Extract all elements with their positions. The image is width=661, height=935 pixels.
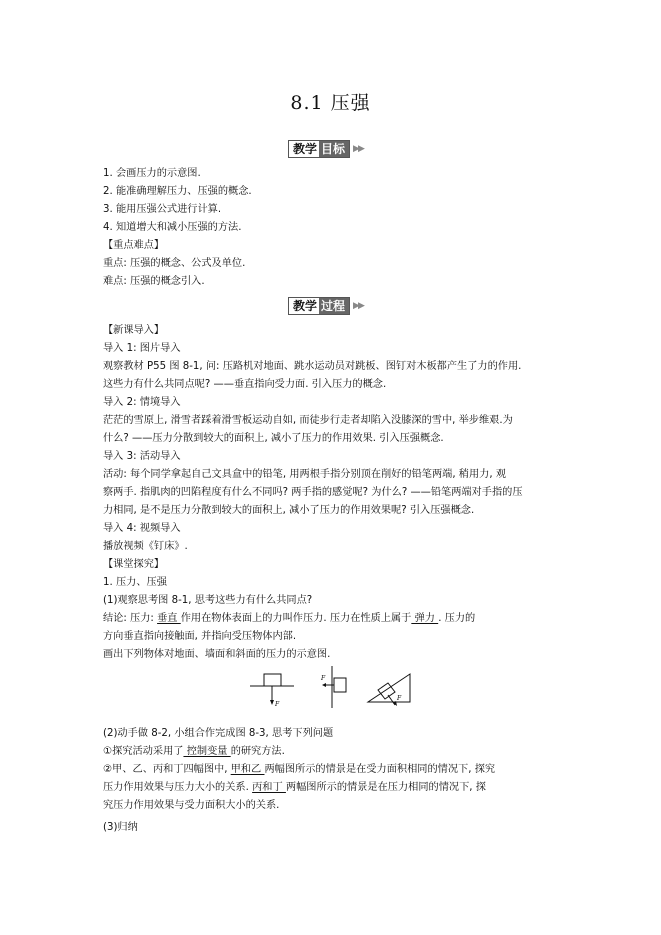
answer-blank-bing-ding: 丙和丁 xyxy=(252,782,286,793)
intro-3-line-1: 活动: 每个同学拿起自己文具盒中的铅笔, 用两根手指分别顶在削好的铅笔两端, 稍用力, 观 xyxy=(103,469,507,480)
answer-blank-elastic-force: 弹力 xyxy=(411,613,439,624)
answer-blank-control-variable: 控制变量 xyxy=(183,746,231,757)
banner-word-jiaoxue-2: 教学 xyxy=(289,298,319,314)
intro-4-title: 导入 4: 视频导入 xyxy=(103,523,181,534)
section-banner-teaching-goals xyxy=(288,140,363,158)
banner-word-mubiao: 目标 xyxy=(319,141,349,157)
intro-4-line-1: 播放视频《钉床》. xyxy=(103,541,188,552)
banner-word-jiaoxue: 教学 xyxy=(289,141,319,157)
goal-3: 3. 能用压强公式进行计算. xyxy=(103,204,222,215)
question-2-2-line-1 xyxy=(103,763,495,776)
question-2-1 xyxy=(103,745,285,758)
page-title: 8.1 压强 xyxy=(290,92,371,114)
draw-instruction: 画出下列物体对地面、墙面和斜面的压力的示意图. xyxy=(103,649,331,660)
intro-3-line-3: 力相同, 是不是压力分散到较大的面积上, 减小了压力的作用效果呢? 引入压强概念. xyxy=(103,505,475,516)
q2-2-text-b: 两幅图所示的情景是在受力面积相同的情况下, 探究 xyxy=(264,764,496,775)
force-diagrams-figure xyxy=(250,664,420,710)
banner-word-guocheng: 过程 xyxy=(319,298,349,314)
force-label-f-1: F xyxy=(275,701,280,708)
difficult-point: 难点: 压强的概念引入. xyxy=(103,276,205,287)
question-1: (1)观察思考图 8-1, 思考这些力有什么共同点? xyxy=(103,595,313,606)
intro-2-line-1: 茫茫的雪原上, 滑雪者踩着滑雪板运动自如, 而徒步行走者却陷入没膝深的雪中, 举步维艰.为 xyxy=(103,415,513,426)
classroom-explore-header: 【课堂探究】 xyxy=(103,559,165,570)
answer-blank-jia-yi: 甲和乙 xyxy=(230,764,265,775)
intro-2-line-2: 什么? ——压力分散到较大的面积上, 减小了压力的作用效果. 引入压强概念. xyxy=(103,433,444,444)
question-2-2-line-2 xyxy=(103,781,486,794)
diagram-wall xyxy=(320,666,346,708)
intro-1-line-2: 这些力有什么共同点呢? ——垂直指向受力面. 引入压力的概念. xyxy=(103,379,387,390)
intro-3-title: 导入 3: 活动导入 xyxy=(103,451,181,462)
intro-1-title: 导入 1: 图片导入 xyxy=(103,343,181,354)
intro-1-line-1: 观察教材 P55 图 8-1, 问: 压路机对地面、跳水运动员对跳板、图钉对木板都产生了力的作用. xyxy=(103,361,522,372)
goal-4: 4. 知道增大和减小压强的方法. xyxy=(103,222,242,233)
force-label-f-3: F xyxy=(397,695,402,702)
new-lesson-header: 【新课导入】 xyxy=(103,325,165,336)
key-point: 重点: 压强的概念、公式及单位. xyxy=(103,258,246,269)
section-1-title: 1. 压力、压强 xyxy=(103,577,167,588)
section-banner-teaching-process xyxy=(288,297,363,315)
force-label-f-2: F xyxy=(321,675,326,682)
conclusion-text-b: 作用在物体表面上的力叫作压力. 压力在性质上属于 xyxy=(180,613,412,624)
diagram-floor xyxy=(250,674,294,708)
conclusion-line-2: 方向垂直指向接触面, 并指向受压物体内部. xyxy=(103,631,297,642)
question-3: (3)归纳 xyxy=(103,822,138,833)
conclusion-text-c: . 压力的 xyxy=(438,613,476,624)
q2-1-text-b: 的研究方法. xyxy=(230,746,285,757)
diagram-incline xyxy=(368,674,410,706)
q2-2-text-a: ②甲、乙、丙和丁四幅图中, xyxy=(103,764,231,775)
q2-2-line2-text-a: 压力作用效果与压力大小的关系. xyxy=(103,782,253,793)
question-2: (2)动手做 8-2, 小组合作完成图 8-3, 思考下列问题 xyxy=(103,728,334,739)
conclusion-line-1 xyxy=(103,612,475,625)
key-points-header: 【重点难点】 xyxy=(103,240,165,251)
double-arrow-icon: ▶▶ xyxy=(353,144,363,154)
goal-1: 1. 会画压力的示意图. xyxy=(103,168,201,179)
conclusion-text-a: 结论: 压力: xyxy=(103,613,158,624)
answer-blank-vertical: 垂直 xyxy=(157,613,181,624)
intro-2-title: 导入 2: 情境导入 xyxy=(103,397,181,408)
q2-2-line2-text-b: 两幅图所示的情景是在压力相同的情况下, 探 xyxy=(285,782,486,793)
intro-3-line-2: 察两手. 指肌肉的凹陷程度有什么不同吗? 两手指的感觉呢? 为什么? ——铅笔两端对手指的压 xyxy=(103,487,523,498)
question-2-2-line-3: 究压力作用效果与受力面积大小的关系. xyxy=(103,800,280,811)
goal-2: 2. 能准确理解压力、压强的概念. xyxy=(103,186,252,197)
double-arrow-icon: ▶▶ xyxy=(353,301,363,311)
q2-1-text-a: ①探究活动采用了 xyxy=(103,746,184,757)
